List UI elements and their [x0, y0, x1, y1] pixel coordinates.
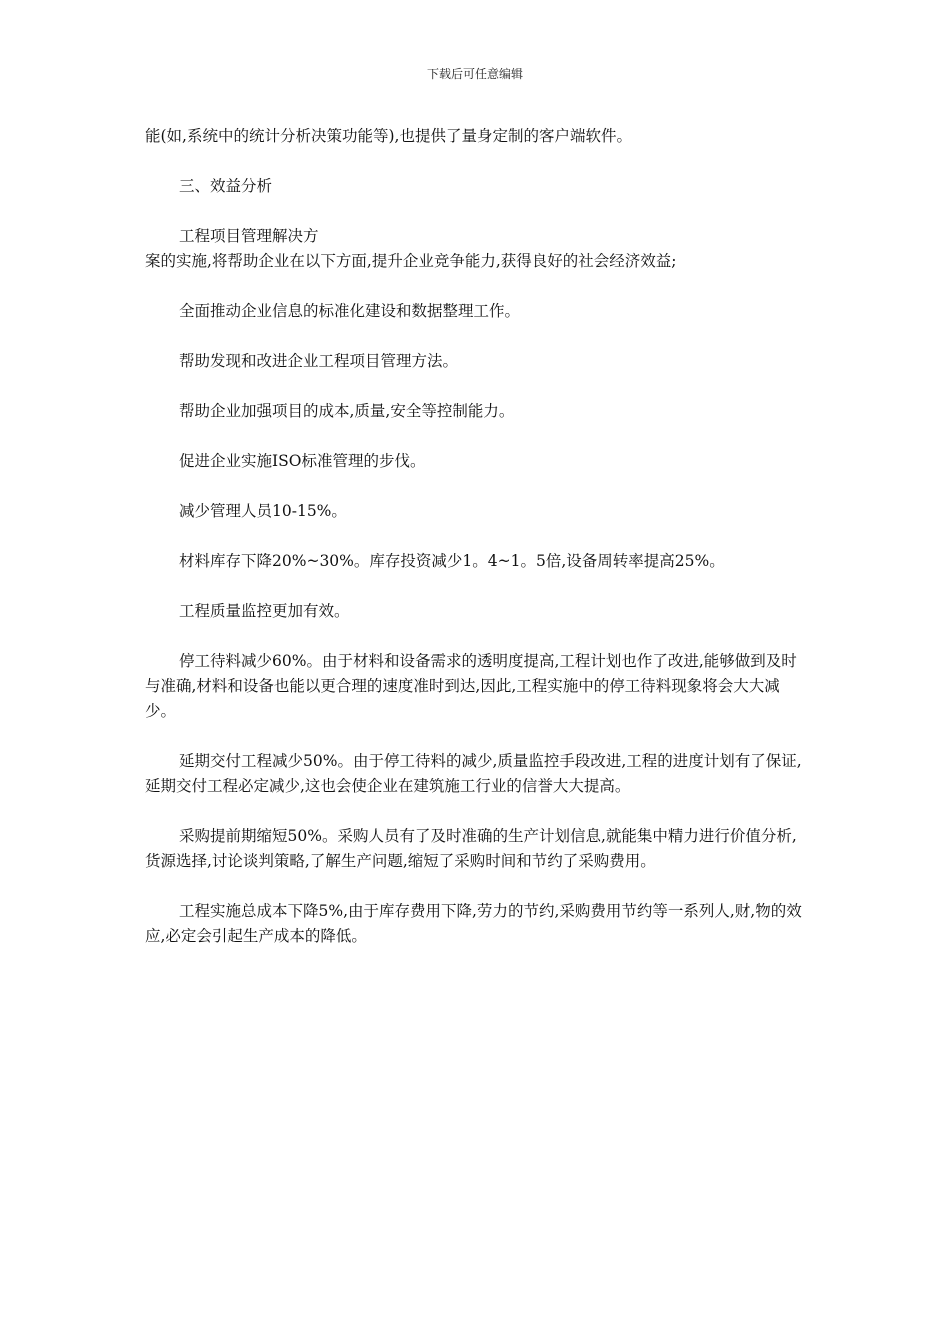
benefit-item: 工程质量监控更加有效。: [179, 602, 350, 620]
benefit-item: 减少管理人员10-15%。: [179, 502, 347, 520]
benefit-item: 延期交付工程减少50%。由于停工待料的减少,质量监控手段改进,工程的进度计划有了保证,延期交付工程必定减少,这也会使企业在建筑施工行业的信誉大大提高。: [145, 752, 802, 795]
benefit-item: 材料库存下降20%~30%。库存投资减少1。4~1。5倍,设备周转率提高25%。: [179, 552, 725, 570]
paragraph-intro-first-line: 工程项目管理解决方: [179, 227, 319, 245]
section-heading: 三、效益分析: [179, 177, 273, 195]
benefit-item: 采购提前期缩短50%。采购人员有了及时准确的生产计划信息,就能集中精力进行价值分析,货源选择,讨论谈判策略,了解生产问题,缩短了采购时间和节约了采购费用。: [145, 827, 797, 870]
benefit-item: 帮助发现和改进企业工程项目管理方法。: [179, 352, 459, 370]
benefit-item: 促进企业实施ISO标准管理的步伐。: [179, 452, 426, 470]
document-body: [145, 124, 810, 974]
paragraph-continuation: 能(如,系统中的统计分析决策功能等),也提供了量身定制的客户端软件。: [145, 127, 632, 145]
paragraph-intro-rest: 案的实施,将帮助企业在以下方面,提升企业竞争能力,获得良好的社会经济效益;: [145, 252, 677, 270]
benefit-item: 帮助企业加强项目的成本,质量,安全等控制能力。: [179, 402, 515, 420]
benefit-item: 全面推动企业信息的标准化建设和数据整理工作。: [179, 302, 521, 320]
benefit-item: 停工待料减少60%。由于材料和设备需求的透明度提高,工程计划也作了改进,能够做到及时与准确,材料和设备也能以更合理的速度准时到达,因此,工程实施中的停工待料现象将会大大减少。: [145, 652, 797, 720]
page-header: 下载后可任意编辑: [426, 67, 523, 81]
benefit-item: 工程实施总成本下降5%,由于库存费用下降,劳力的节约,采购费用节约等一系列人,财,物的效应,必定会引起生产成本的降低。: [145, 902, 802, 945]
